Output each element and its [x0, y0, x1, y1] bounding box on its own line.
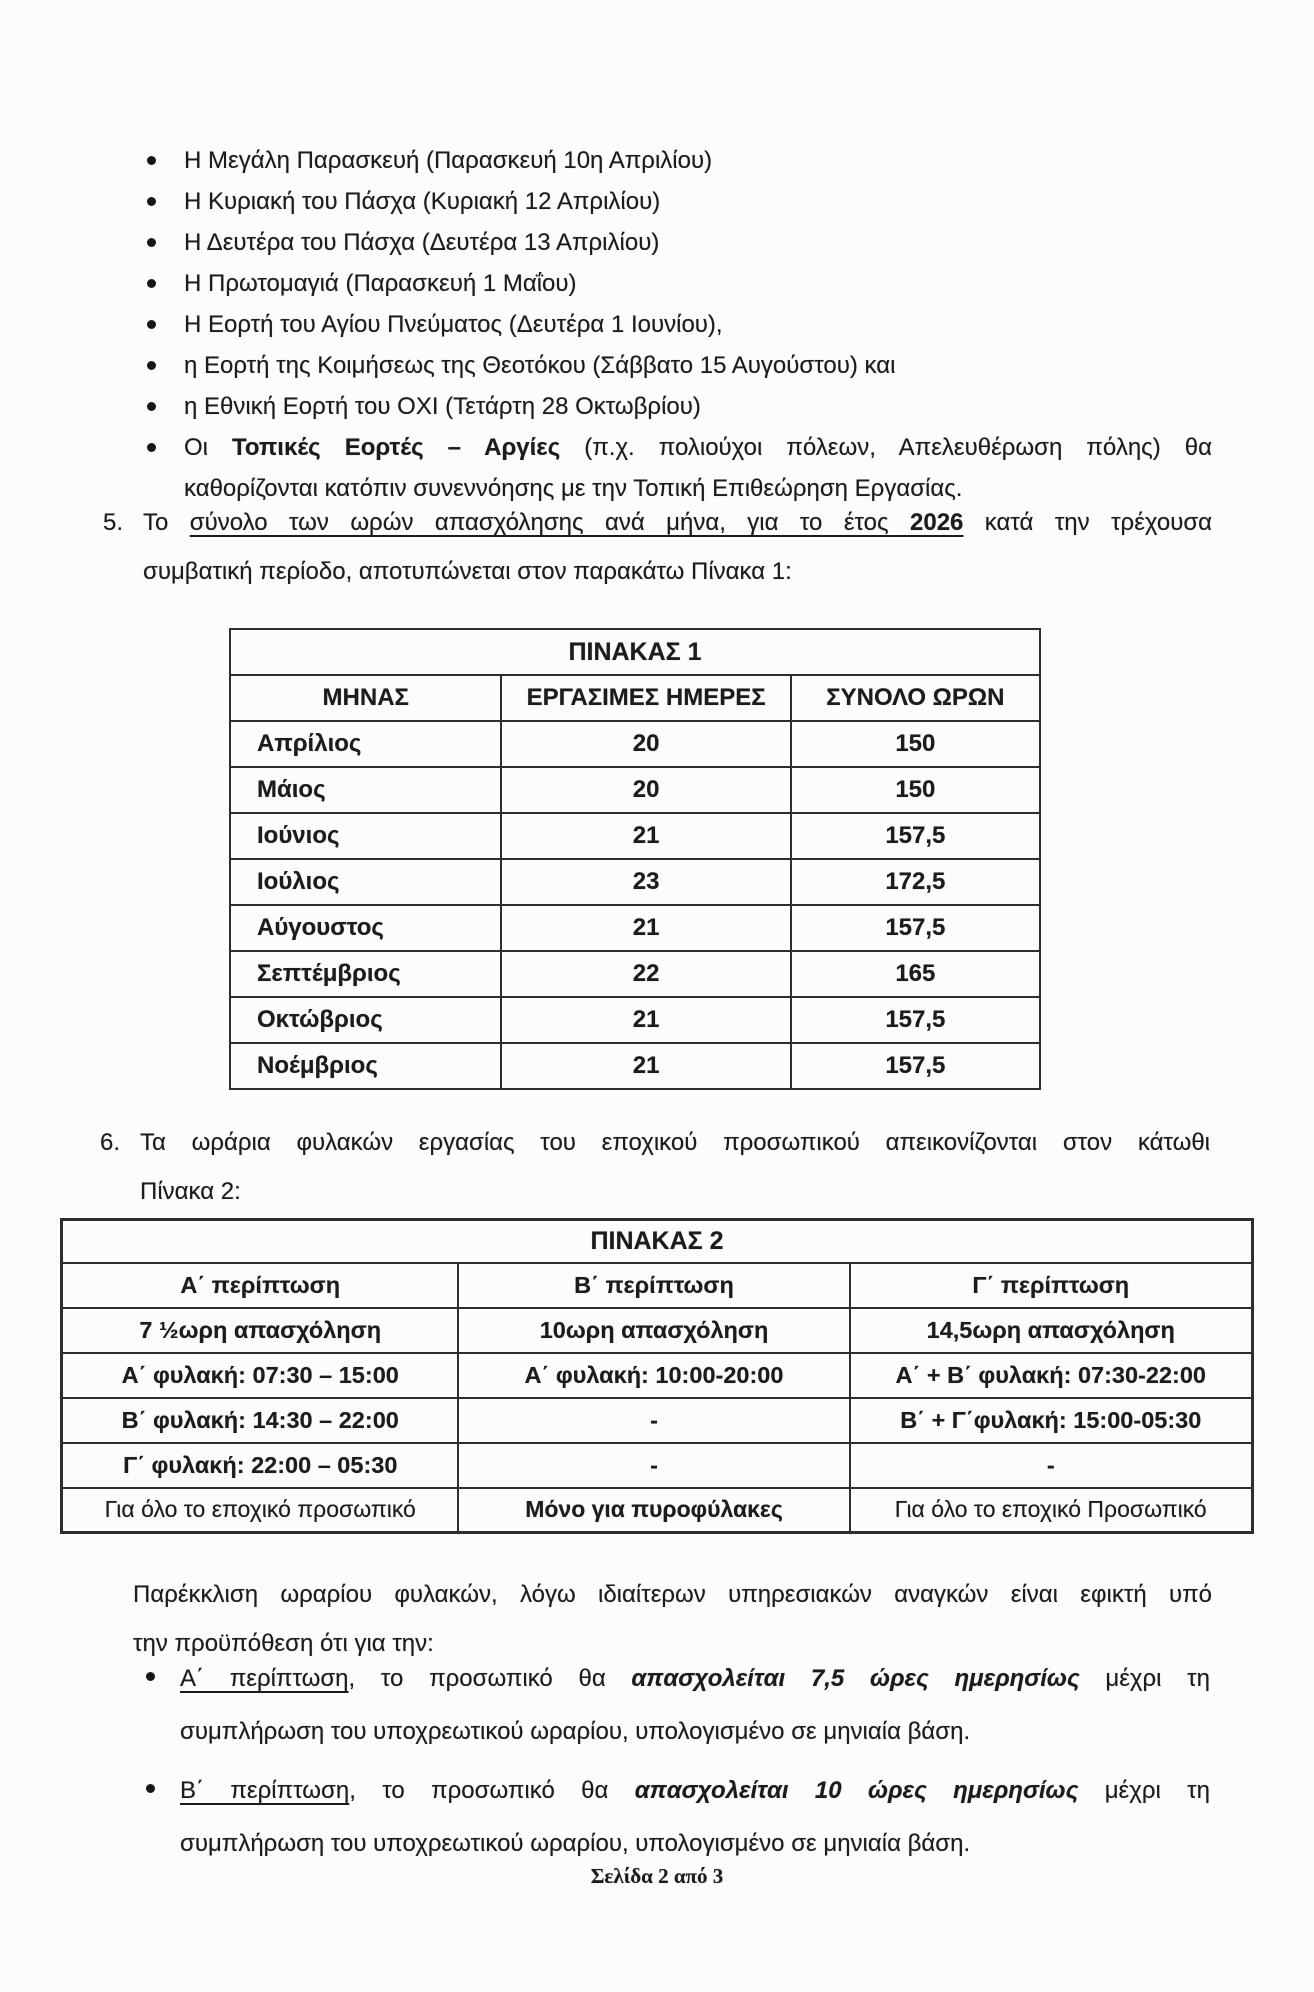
- text-segment-bold: Τοπικές Εορτές – Αργίες: [232, 434, 561, 461]
- holiday-text: η Εθνική Εορτή του ΟΧΙ (Τετάρτη 28 Οκτωβρίου): [184, 393, 701, 420]
- holiday-text: Η Εορτή του Αγίου Πνεύματος (Δευτέρα 1 Ιουνίου),: [184, 311, 723, 338]
- list-item: [147, 345, 1212, 386]
- cell-hours: 157,5: [791, 813, 1040, 859]
- cell-shift: Γ΄ φυλακή: 22:00 – 05:30: [62, 1443, 459, 1488]
- cell-days: 20: [501, 721, 790, 767]
- cell-shift: -: [458, 1398, 849, 1443]
- text-segment-underline: Β΄ περίπτωση: [180, 1777, 350, 1804]
- shift-a-header: 7 ½ωρη απασχόληση: [62, 1308, 459, 1353]
- table-1-title: ΠΙΝΑΚΑΣ 1: [230, 629, 1040, 675]
- holiday-list: [147, 140, 1212, 509]
- bullet-icon: [146, 1784, 155, 1793]
- bullet-icon: [147, 320, 156, 329]
- list-item: [147, 386, 1212, 427]
- table-row: [230, 1043, 1040, 1089]
- text-line: [180, 1764, 1210, 1817]
- holiday-text: Η Κυριακή του Πάσχα (Κυριακή 12 Απριλίου): [184, 188, 661, 215]
- table-2-title: ΠΙΝΑΚΑΣ 2: [62, 1220, 1253, 1263]
- text-line: Πίνακα 2:: [140, 1178, 241, 1205]
- cell-hours: 157,5: [791, 905, 1040, 951]
- text-segment-underline-bold: 2026: [910, 509, 964, 536]
- item-number: 5.: [103, 509, 124, 536]
- text-line: συμβατική περίοδο, αποτυπώνεται στον παρακάτω Πίνακα 1:: [143, 558, 792, 585]
- table-header-row-cases: [62, 1263, 1253, 1308]
- bullet-icon: [147, 361, 156, 370]
- table-row: [230, 767, 1040, 813]
- cell-month: Αύγουστος: [230, 905, 501, 951]
- page-number: Σελίδα 2 από 3: [590, 1864, 724, 1888]
- case-a-header: Α΄ περίπτωση: [62, 1263, 459, 1308]
- case-b-header: Β΄ περίπτωση: [458, 1263, 849, 1308]
- text-line: Παρέκκλιση ωραρίου φυλακών, λόγω ιδιαίτερων υπηρεσιακών αναγκών είναι εφικτή υπό: [133, 1581, 1212, 1608]
- text-line: την προϋπόθεση ότι για την:: [133, 1630, 434, 1657]
- bullet-icon: [147, 197, 156, 206]
- col-header-total-hours: ΣΥΝΟΛΟ ΩΡΩΝ: [791, 675, 1040, 721]
- table-title-row: [62, 1220, 1253, 1263]
- paragraph-item-6: [100, 1118, 1210, 1216]
- col-header-month: ΜΗΝΑΣ: [230, 675, 501, 721]
- holiday-text: Η Δευτέρα του Πάσχα (Δευτέρα 13 Απριλίου): [184, 229, 660, 256]
- cell-month: Νοέμβριος: [230, 1043, 501, 1089]
- item-body: [143, 498, 1212, 596]
- cell-shift: Α΄ + Β΄ φυλακή: 07:30-22:00: [850, 1353, 1253, 1398]
- text-line: Τα ωράρια φυλακών εργασίας του εποχικού προσωπικού απεικονίζονται στον κάτωθι: [140, 1129, 1210, 1156]
- cell-shift: -: [458, 1443, 849, 1488]
- cell-days: 21: [501, 1043, 790, 1089]
- table-2-guard-shifts: [60, 1218, 1254, 1534]
- text-segment-underline: σύνολο των ωρών απασχόλησης ανά μήνα, για το έτος: [189, 509, 910, 536]
- text-segment-underline: Α΄ περίπτωση: [180, 1665, 349, 1692]
- bullet-icon: [147, 443, 156, 452]
- shift-c-header: 14,5ωρη απασχόληση: [850, 1308, 1253, 1353]
- table-row: [230, 997, 1040, 1043]
- holiday-text: η Εορτή της Κοιμήσεως της Θεοτόκου (Σάββατο 15 Αυγούστου) και: [184, 352, 896, 379]
- table-row: [230, 859, 1040, 905]
- list-item-case-a: [146, 1652, 1210, 1758]
- table-title-row: [230, 629, 1040, 675]
- cell-month: Ιούλιος: [230, 859, 501, 905]
- cell-month: Σεπτέμβριος: [230, 951, 501, 997]
- table-row: [230, 813, 1040, 859]
- cell-scope: Για όλο το εποχικό Προσωπικό: [850, 1488, 1253, 1533]
- text-segment: κατά την τρέχουσα: [963, 509, 1213, 536]
- list-item: [147, 263, 1212, 304]
- cell-hours: 165: [791, 951, 1040, 997]
- bullet-icon: [147, 279, 156, 288]
- cell-scope: Μόνο για πυροφύλακες: [458, 1488, 849, 1533]
- col-header-working-days: ΕΡΓΑΣΙΜΕΣ ΗΜΕΡΕΣ: [501, 675, 790, 721]
- list-item: [147, 181, 1212, 222]
- text-segment: Οι: [184, 434, 233, 461]
- text-segment: μέχρι τη: [1078, 1777, 1210, 1804]
- text-segment: , το προσωπικό θα: [348, 1665, 632, 1692]
- cell-month: Ιούνιος: [230, 813, 501, 859]
- cell-days: 21: [501, 997, 790, 1043]
- text-segment-bold-italic: απασχολείται 10 ώρες ημερησίως: [634, 1777, 1079, 1804]
- table-footer-row: [62, 1488, 1253, 1533]
- cell-month: Μάιος: [230, 767, 501, 813]
- cell-days: 23: [501, 859, 790, 905]
- text-segment: μέχρι τη: [1079, 1665, 1210, 1692]
- cell-days: 22: [501, 951, 790, 997]
- text-line: [180, 1652, 1210, 1705]
- case-bullet-list: [146, 1652, 1210, 1876]
- cell-shift: -: [850, 1443, 1253, 1488]
- bullet-icon: [147, 238, 156, 247]
- cell-days: 21: [501, 813, 790, 859]
- table-1-monthly-hours: [229, 628, 1041, 1090]
- text-line: [184, 427, 1212, 468]
- cell-month: Απρίλιος: [230, 721, 501, 767]
- table-header-row: [230, 675, 1040, 721]
- item-body: [140, 1118, 1210, 1216]
- holiday-text: [184, 427, 1212, 509]
- cell-shift: Β΄ + Γ΄φυλακή: 15:00-05:30: [850, 1398, 1253, 1443]
- text-segment: , το προσωπικό θα: [349, 1777, 635, 1804]
- bullet-icon: [147, 156, 156, 165]
- list-item-local-holidays: [147, 427, 1212, 509]
- paragraph-item-5: [103, 498, 1212, 596]
- case-body: [180, 1652, 1210, 1758]
- cell-shift: Α΄ φυλακή: 07:30 – 15:00: [62, 1353, 459, 1398]
- cell-hours: 172,5: [791, 859, 1040, 905]
- text-segment: (π.χ. πολιούχοι πόλεων, Απελευθέρωση πόλης) θα: [560, 434, 1212, 461]
- cell-hours: 150: [791, 721, 1040, 767]
- table-header-row-shifts: [62, 1308, 1253, 1353]
- shift-b-header: 10ωρη απασχόληση: [458, 1308, 849, 1353]
- bullet-icon: [146, 1672, 155, 1681]
- cell-days: 21: [501, 905, 790, 951]
- table-row: [62, 1398, 1253, 1443]
- cell-days: 20: [501, 767, 790, 813]
- cell-hours: 157,5: [791, 1043, 1040, 1089]
- list-item: [147, 140, 1212, 181]
- text-line: καθορίζονται κατόπιν συνεννόησης με την Τοπική Επιθεώρηση Εργασίας.: [184, 475, 963, 502]
- text-line: συμπλήρωση του υποχρεωτικού ωραρίου, υπολογισμένο σε μηνιαία βάση.: [180, 1718, 971, 1745]
- list-item-case-b: [146, 1764, 1210, 1870]
- cell-shift: Β΄ φυλακή: 14:30 – 22:00: [62, 1398, 459, 1443]
- text-segment-bold-italic: απασχολείται 7,5 ώρες ημερησίως: [631, 1665, 1080, 1692]
- table-row: [230, 951, 1040, 997]
- bullet-icon: [147, 402, 156, 411]
- case-body: [180, 1764, 1210, 1870]
- table-row: [230, 905, 1040, 951]
- case-c-header: Γ΄ περίπτωση: [850, 1263, 1253, 1308]
- holiday-text: Η Πρωτομαγιά (Παρασκευή 1 Μαΐου): [184, 270, 577, 297]
- cell-hours: 150: [791, 767, 1040, 813]
- holiday-text: Η Μεγάλη Παρασκευή (Παρασκευή 10η Απριλίου): [184, 147, 713, 174]
- cell-hours: 157,5: [791, 997, 1040, 1043]
- cell-scope: Για όλο το εποχικό προσωπικό: [62, 1488, 459, 1533]
- table-row: [230, 721, 1040, 767]
- text-segment: Το: [143, 509, 190, 536]
- table-row: [62, 1443, 1253, 1488]
- list-item: [147, 222, 1212, 263]
- list-item: [147, 304, 1212, 345]
- cell-month: Οκτώβριος: [230, 997, 501, 1043]
- cell-shift: Α΄ φυλακή: 10:00-20:00: [458, 1353, 849, 1398]
- item-number: 6.: [100, 1129, 121, 1156]
- text-line: συμπλήρωση του υποχρεωτικού ωραρίου, υπολογισμένο σε μηνιαία βάση.: [180, 1830, 971, 1857]
- text-line: [143, 498, 1212, 547]
- table-row: [62, 1353, 1253, 1398]
